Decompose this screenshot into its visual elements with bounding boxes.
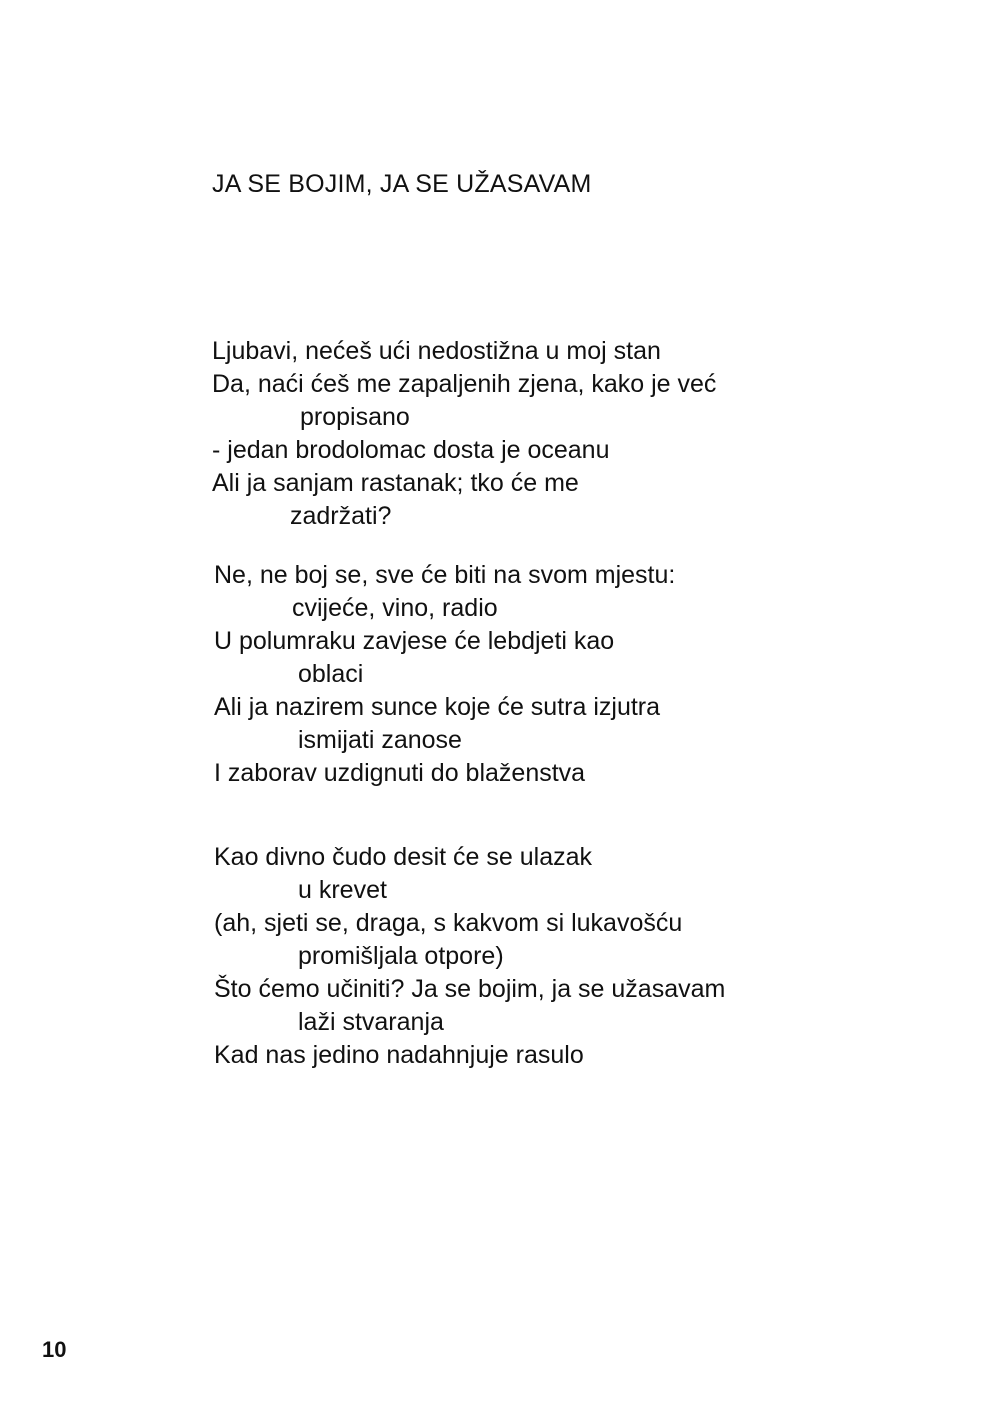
poem-line: Ali ja nazirem sunce koje će sutra izjutra bbox=[214, 693, 661, 721]
poem-line: Kad nas jedino nadahnjuje rasulo bbox=[214, 1041, 584, 1069]
poem-line: cvijeće, vino, radio bbox=[292, 594, 498, 622]
page-number: 10 bbox=[42, 1337, 67, 1362]
poem-line: - jedan brodolomac dosta je oceanu bbox=[212, 436, 610, 464]
stanza-3 bbox=[214, 841, 725, 1072]
poem-line: (ah, sjeti se, draga, s kakvom si lukavošću bbox=[214, 909, 683, 937]
poem-line: promišljala otpore) bbox=[298, 942, 504, 970]
poem-line: U polumraku zavjese će lebdjeti kao bbox=[214, 627, 615, 655]
poem-line: u krevet bbox=[298, 876, 387, 904]
poem-line: Ljubavi, nećeš ući nedostižna u moj stan bbox=[212, 337, 661, 365]
stanza-2 bbox=[214, 559, 675, 790]
stanza-1 bbox=[212, 335, 716, 533]
poem-line: Ali ja sanjam rastanak; tko će me bbox=[212, 469, 579, 497]
poem-line: oblaci bbox=[298, 660, 364, 688]
poem-line: Da, naći ćeš me zapaljenih zjena, kako je već bbox=[212, 370, 717, 398]
poem-line: zadržati? bbox=[290, 502, 392, 530]
poem-line: laži stvaranja bbox=[298, 1008, 444, 1036]
poem-line: Što ćemo učiniti? Ja se bojim, ja se užasavam bbox=[214, 975, 726, 1003]
poem-line: Kao divno čudo desit će se ulazak bbox=[214, 843, 593, 871]
poem-line: ismijati zanose bbox=[298, 726, 462, 754]
poem-title: JA SE BOJIM, JA SE UŽASAVAM bbox=[212, 170, 592, 198]
poem-line: I zaborav uzdignuti do blaženstva bbox=[214, 759, 586, 787]
poem-line: propisano bbox=[300, 403, 410, 431]
poem-line: Ne, ne boj se, sve će biti na svom mjestu: bbox=[214, 561, 676, 589]
